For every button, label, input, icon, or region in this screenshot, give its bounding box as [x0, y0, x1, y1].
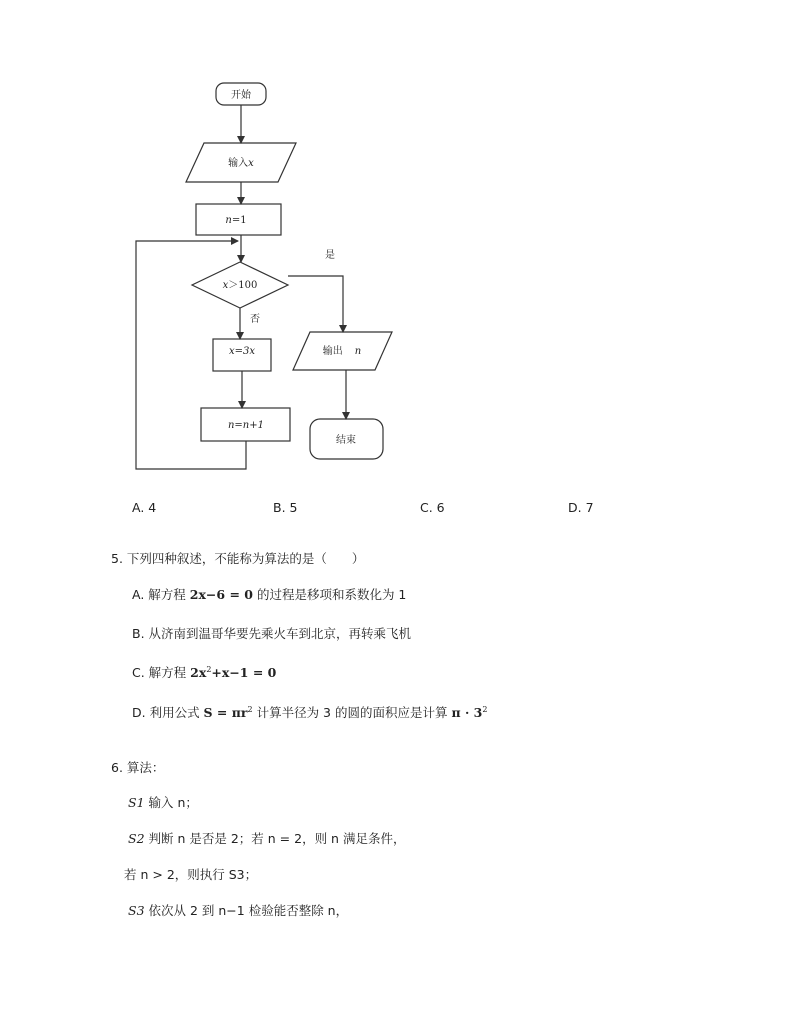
q6-s1-text: 输入 n；	[144, 795, 198, 810]
q5-a-prefix: A. 解方程	[132, 587, 190, 602]
svg-text:n=1	[225, 215, 246, 226]
q4-option-d: D. 7	[568, 500, 594, 515]
assign-x-label: x=3x	[228, 346, 256, 357]
q6-s3-label: S3	[128, 903, 145, 918]
output-label: 输出	[322, 346, 343, 357]
init-label: =1	[231, 215, 247, 226]
q5-stem: 5. 下列四种叙述，不能称为算法的是（ ）	[111, 551, 365, 566]
q6-s3-text: 依次从 2 到 n−1 检验能否整除 n，	[144, 903, 349, 918]
end-label: 结束	[336, 435, 356, 446]
q4-option-a: A. 4	[132, 500, 157, 515]
start-label: 开始	[231, 90, 251, 101]
q5-option-d	[132, 705, 487, 721]
q6-s2-text: 判断 n 是否是 2；若 n = 2，则 n 满足条件，	[144, 831, 406, 846]
q5-c-prefix: C. 解方程	[132, 665, 191, 680]
q6-s2-label: S2	[128, 831, 145, 846]
svg-text:输入x	[228, 156, 254, 169]
q6-step-s2	[128, 831, 405, 847]
q5-option-a	[132, 587, 406, 603]
q6-s1-label: S1	[128, 795, 145, 810]
output-var: n	[354, 346, 362, 357]
condition-label: ＞100	[228, 280, 258, 291]
q6-title: 6. 算法：	[111, 760, 165, 775]
q4-option-b: B. 5	[273, 500, 298, 515]
q5-a-suffix: 的过程是移项和系数化为 1	[252, 587, 407, 602]
input-label: 输入	[228, 158, 249, 169]
q5-c-math-b: +x−1 = 0	[211, 665, 277, 680]
q5-a-math: 2x−6 = 0	[189, 587, 253, 602]
q5-d-math-b: π · 3	[451, 705, 483, 720]
q6-step-s1	[128, 795, 198, 811]
input-var: x	[248, 158, 254, 169]
q6-step-s3	[128, 903, 348, 919]
flowchart	[0, 0, 794, 500]
q5-d-prefix: D. 利用公式	[132, 705, 204, 720]
q5-d-middle: 计算半径为 3 的圆的面积应是计算	[252, 705, 452, 720]
q5-c-math-a: 2x	[190, 665, 207, 680]
svg-text:x＞100	[223, 280, 258, 291]
q5-option-c	[132, 665, 276, 681]
q5-d-math-sup2: 2	[482, 704, 488, 714]
q6-step-s2-cont: 若 n > 2，则执行 S3；	[124, 867, 258, 882]
q4-option-c: C. 6	[420, 500, 445, 515]
yes-label: 是	[325, 250, 335, 261]
q5-d-math-sup: 2	[247, 704, 253, 714]
assign-n-label: n=n+1	[227, 420, 265, 431]
init-var: n	[225, 215, 232, 226]
no-label: 否	[250, 314, 260, 325]
svg-text:输出n	[323, 344, 361, 357]
q5-c-math-sup: 2	[206, 664, 212, 674]
q5-option-b: B. 从济南到温哥华要先乘火车到北京，再转乘飞机	[132, 626, 412, 641]
q5-d-math-a: S = πr	[203, 705, 248, 720]
condition-var: x	[222, 280, 229, 291]
